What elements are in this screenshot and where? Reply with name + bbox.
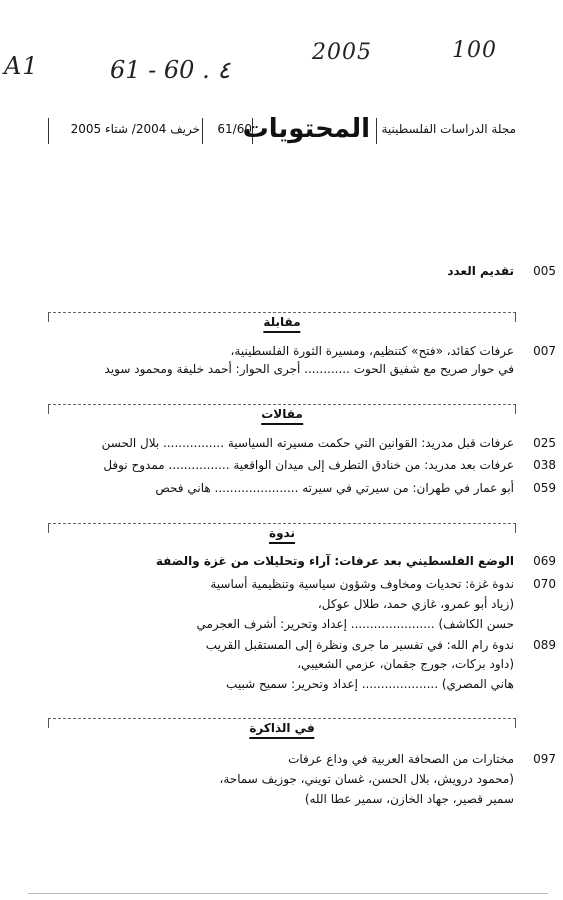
header-issue: 61/60 (217, 122, 252, 136)
section-header-symposium (48, 523, 516, 545)
entry-title: أبو عمار في طهران: من سيرتي في سيرته ...................... هاني فحص (155, 481, 514, 495)
page-number: 038 (533, 458, 556, 472)
section-title: في الذاكرة (249, 721, 314, 739)
page-number: 069 (533, 554, 556, 568)
toc-entry-continued (24, 597, 556, 615)
section-header-interview (48, 312, 516, 334)
section-rule (48, 523, 516, 524)
section-rule-right (515, 312, 516, 322)
toc-entry (24, 344, 556, 362)
page-bottom-rule (28, 893, 548, 894)
section-header-articles (48, 404, 516, 426)
entry-title: عرفات كقائد، «فتح» كتنظيم، ومسيرة الثورة الفلسطينية، (230, 344, 514, 358)
toc-entry-intro (24, 264, 556, 282)
entry-participants: هاني المصري) .................... إعداد وتحرير: سميح شبيب (226, 677, 514, 691)
toc-entry (24, 436, 556, 454)
toc-entry (24, 577, 556, 595)
section-rule-right (515, 718, 516, 728)
entry-participants: سمير قصير، جهاد الخازن، سمير عطا الله) (304, 792, 514, 806)
entry-title: ندوة رام الله: في تفسير ما جرى ونظرة إلى المستقبل القريب (205, 638, 514, 652)
entry-title: عرفات قبل مدريد: القوانين التي حكمت مسيرته السياسية ................ بلال الحسن (101, 436, 514, 450)
handwritten-number: 100 (452, 38, 497, 63)
page-number: 089 (533, 638, 556, 652)
handwritten-issues: 61 - 60 . ٤ (110, 56, 231, 84)
section-rule-right (515, 523, 516, 533)
section-title: مقالات (261, 407, 303, 425)
section-rule (48, 312, 516, 313)
handwritten-year: 2005 (312, 40, 372, 65)
page-number: 005 (533, 264, 556, 278)
toc-entry-continued (24, 772, 556, 790)
toc-entry-continued (24, 657, 556, 675)
page-number: 025 (533, 436, 556, 450)
header-season: خريف 2004/ شتاء 2005 (70, 122, 200, 136)
page-number: 059 (533, 481, 556, 495)
section-title: مقابلة (263, 315, 300, 333)
section-rule-left (48, 312, 49, 322)
toc-entry-continued (24, 677, 556, 695)
section-header-memory (48, 718, 516, 740)
header-left-bar (48, 118, 49, 144)
section-title: ندوة (269, 526, 295, 544)
section-rule-right (515, 404, 516, 414)
toc-entry (24, 554, 556, 572)
page-number: 070 (533, 577, 556, 591)
toc-entry (24, 752, 556, 770)
contents-header (48, 114, 516, 144)
toc-entry (24, 458, 556, 476)
journal-name: مجلة الدراسات الفلسطينية (381, 122, 516, 136)
entry-participants: (زياد أبو عمرو، غازي حمد، طلال عوكل، (317, 597, 514, 611)
header-divider (376, 118, 377, 144)
toc-entry (24, 638, 556, 656)
page-number: 007 (533, 344, 556, 358)
entry-title: مختارات من الصحافة العربية في وداع عرفات (288, 752, 514, 766)
entry-title: ندوة غزة: تحديات ومخاوف وشؤون سياسية وتنظيمية أساسية (210, 577, 514, 591)
section-rule (48, 404, 516, 405)
entry-participants: حسن الكاشف) ...................... إعداد وتحرير: أشرف العجرمي (196, 617, 514, 631)
entry-title: في حوار صريح مع شفيق الحوت ............ أجرى الحوار: أحمد خليفة ومحمود سويد (104, 362, 514, 376)
entry-title: عرفات بعد مدريد: من خنادق التطرف إلى ميدان الواقعية ................ ممدوح نوفل (103, 458, 514, 472)
page-number: 097 (533, 752, 556, 766)
entry-participants: (داود بركات، جورج جقمان، عزمي الشعيبي، (297, 657, 514, 671)
section-rule (48, 718, 516, 719)
section-rule-left (48, 718, 49, 728)
entry-participants: (محمود درويش، بلال الحسن، غسان تويني، جوزيف سماحة، (219, 772, 514, 786)
toc-entry-continued (24, 792, 556, 810)
page-title: المحتويات (242, 114, 370, 144)
entry-title: الوضع الفلسطيني بعد عرفات: آراء وتحليلات من غزة والضفة (155, 554, 514, 568)
toc-entry-continued (24, 617, 556, 635)
toc-entry (24, 481, 556, 499)
entry-title: تقديم العدد (447, 264, 514, 278)
handwritten-code: A1 (4, 52, 39, 80)
header-divider (202, 118, 203, 144)
section-rule-left (48, 523, 49, 533)
section-rule-left (48, 404, 49, 414)
toc-entry-continued (24, 362, 556, 380)
